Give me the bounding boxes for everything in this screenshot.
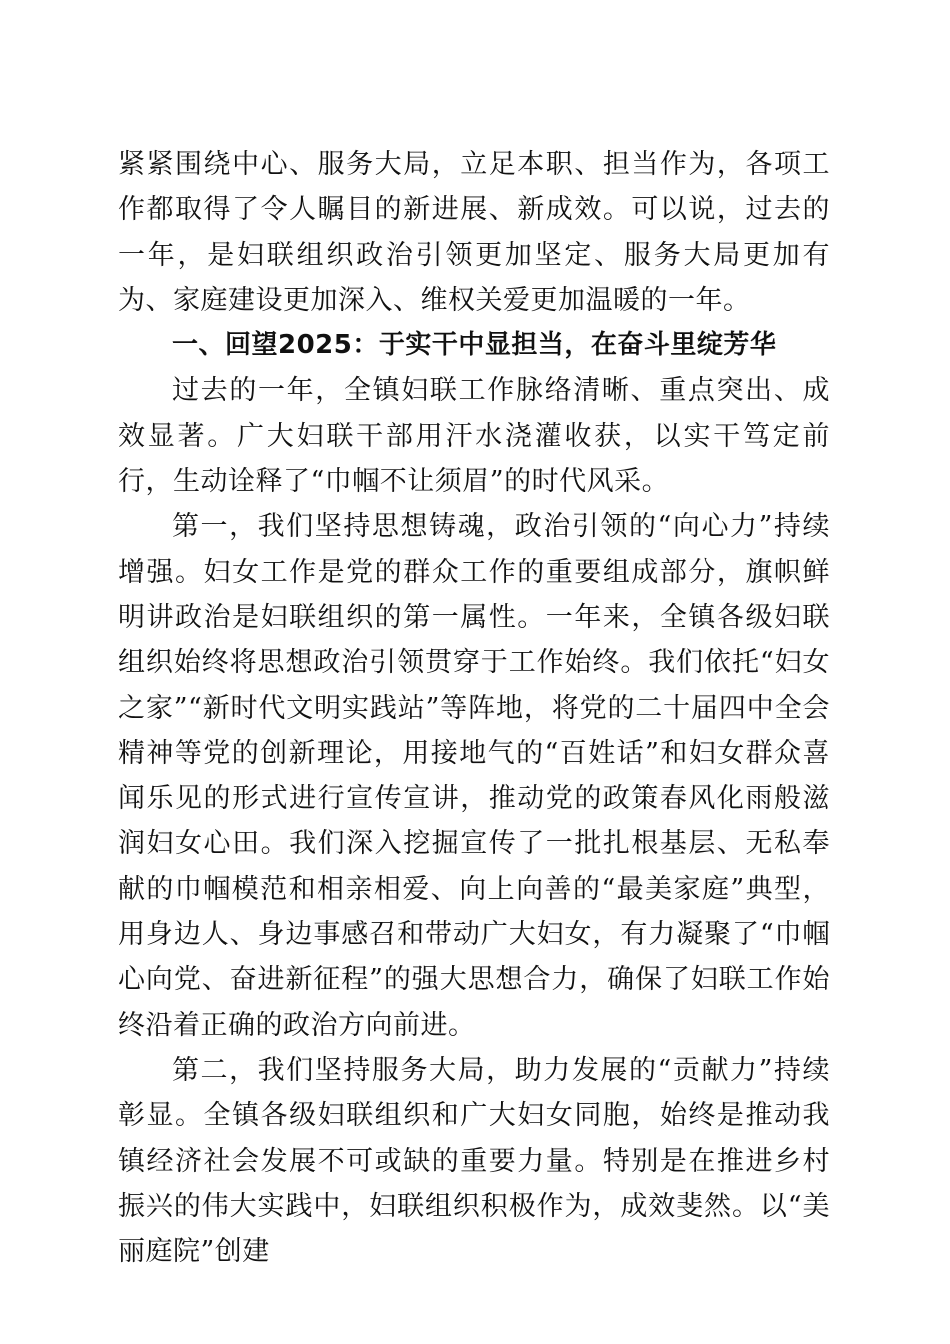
paragraph-intro: 过去的一年，全镇妇联工作脉络清晰、重点突出、成效显著。广大妇联干部用汗水浇灌收获，以实干笃定前行，生动诠释了“巾帼不让须眉”的时代风采。 [118,375,830,498]
paragraph-second-point: 第二，我们坚持服务大局，助力发展的“贡献力”持续彰显。全镇各级妇联组织和广大妇女同胞，始终是推动我镇经济社会发展不可或缺的重要力量。特别是在推进乡村振兴的伟大实践中，妇联组织积极作为，成效斐然。以“美丽庭院”创建 [118,1054,830,1268]
document-page [118,142,830,1274]
paragraph-first-point: 第一，我们坚持思想铸魂，政治引领的“向心力”持续增强。妇女工作是党的群众工作的重要组成部分，旗帜鲜明讲政治是妇联组织的第一属性。一年来，全镇各级妇联组织始终将思想政治引领贯穿于工作始终。我们依托“妇女之家”“新时代文明实践站”等阵地，将党的二十届四中全会精神等党的创新理论，用接地气的“百姓话”和妇女群众喜闻乐见的形式进行宣传宣讲，推动党的政策春风化雨般滋润妇女心田。我们深入挖掘宣传了一批扎根基层、无私奉献的巾帼模范和相亲相爱、向上向善的“最美家庭”典型，用身边人、身边事感召和带动广大妇女，有力凝聚了“巾帼心向党、奋进新征程”的强大思想合力，确保了妇联工作始终沿着正确的政治方向前进。 [118,511,830,1041]
paragraph-continued: 紧紧围绕中心、服务大局，立足本职、担当作为，各项工作都取得了令人瞩目的新进展、新成效。可以说，过去的一年，是妇联组织政治引领更加坚定、服务大局更加有为、家庭建设更加深入、维权关爱更加温暖的一年。 [118,149,830,316]
section-heading: 一、回望2025：于实干中显担当，在奋斗里绽芳华 [172,330,777,361]
